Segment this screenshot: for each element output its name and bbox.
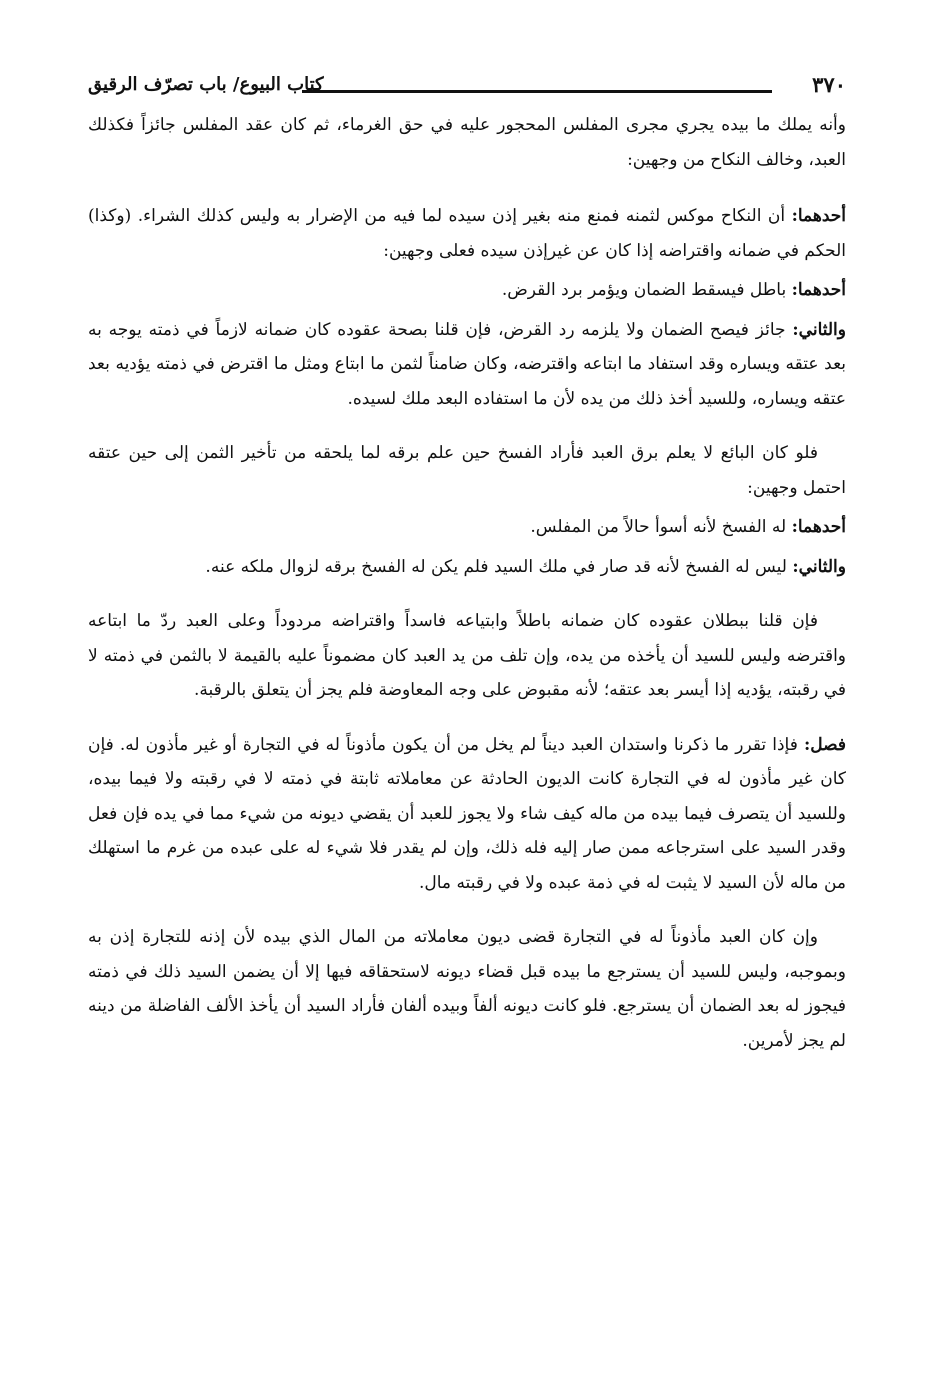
paragraph-3 (88, 273, 846, 308)
paragraph-label: أحدهما: (791, 280, 846, 300)
paragraph-label: والثاني: (792, 319, 846, 340)
paragraph-6 (88, 510, 846, 545)
paragraph-1 (88, 108, 846, 177)
running-title: كتاب البيوع/ باب تصرّف الرقيق (88, 74, 324, 95)
paragraph-text: فإذا تقرر ما ذكرنا واستدان العبد ديناً لم يخل من أن يكون مأذوناً له في التجارة أو غير مأذون له. فإن كان غير مأذون له في التجارة كانت الديون الحادثة عن معاملاته ثابتة في ذمته لا في رقبته ولا فيما بيده، وللسيد أن يتصرف فيما بيده من ماله كيف شاء ولا يجوز للعبد أن يقضي ديونه من شيء مما في يده فإن فعل وقدر السيد على استرجاعه ممن صار إليه فله ذلك، وإن لم يقدر فلا شيء له على عبده من غرم ما استهلك من ماله لأن السيد لا يثبت له في ذمة عبده ولا في رقبته مال. (88, 734, 846, 893)
paragraph-text: ليس له الفسخ لأنه قد صار في ملك السيد فلم يكن له الفسخ برقه لزوال ملكه عنه. (205, 556, 793, 577)
paragraph-label: والثاني: (792, 556, 846, 577)
paragraph-text: أن النكاح موكس لثمنه فمنع منه بغير إذن سيده لما فيه من الإضرار به وليس كذلك الشراء. (وكذا) الحكم في ضمانه واقتراضه إذا كان عن غيرإذن سيده فعلى وجهين: (88, 206, 846, 261)
page-body (88, 108, 846, 1058)
paragraph-text: جائز فيصح الضمان ولا يلزمه رد القرض، فإن قلنا بصحة عقوده كان ضمانه لازماً في ذمته يوجه به بعد عتقه ويساره وقد استفاد ما ابتاعه واقترضه، وكان ضامناً لثمن ما ابتاع ومثل ما اقترض في ذمته يؤديه بعد عتقه ويساره، وللسيد أخذ ذلك من يده لأن ما استفاده البعد ملك لسيده. (88, 319, 846, 409)
paragraph-text: وإن كان العبد مأذوناً له في التجارة قضى ديون معاملاته من المال الذي بيده لأن إذنه للتجارة إذن به وبموجبه، وليس للسيد أن يسترجع ما بيده قبل قضاء ديونه لاستحقاقه فيها إلا أن يضمن السيد ذلك في ذمته فيجوز له بعد الضمان أن يسترجع. فلو كانت ديونه ألفاً وبيده ألفان فأراد السيد أن يأخذ الألف الفاضلة من دينه لم يجز لأمرين. (88, 927, 846, 1051)
paragraph-label: أحدهما: (791, 517, 846, 537)
book-page (88, 68, 846, 1358)
paragraph-5 (88, 436, 846, 505)
paragraph-text: فإن قلنا ببطلان عقوده كان ضمانه باطلاً وابتياعه فاسداً واقتراضه مردوداً وعلى العبد ردّ ما ابتاعه واقترضه وليس للسيد أن يأخذه من يده، وإن تلف من يد العبد كان مضموناً عليه بالقيمة لا بالثمن في ذمته لا في رقبته، يؤديه إذا أيسر بعد عتقه؛ لأنه مقبوض على وجه المعاوضة فلم يجز أن يتعلق بالرقبة. (88, 611, 846, 700)
page-number: ٣٧٠ (812, 72, 846, 97)
paragraph-7 (88, 550, 846, 585)
paragraph-text: باطل فيسقط الضمان ويؤمر برد القرض. (501, 280, 792, 300)
paragraph-label: أحدهما: (791, 206, 846, 226)
paragraph-9 (88, 728, 846, 901)
paragraph-4 (88, 313, 846, 417)
paragraph-text: له الفسخ لأنه أسوأ حالاً من المفلس. (530, 517, 792, 537)
page-header (88, 68, 846, 108)
paragraph-10 (88, 920, 846, 1058)
paragraph-text: فلو كان البائع لا يعلم برق العبد فأراد الفسخ حين علم برقه لما يلحقه من تأخير الثمن إلى حين عتقه احتمل وجهين: (88, 443, 846, 498)
header-rule (302, 90, 772, 93)
paragraph-text: وأنه يملك ما بيده يجري مجرى المفلس المحجور عليه في حق الغرماء، ثم كان عقد المفلس جائزاً فكذلك العبد، وخالف النكاح من وجهين: (88, 115, 846, 170)
paragraph-label: فصل: (803, 734, 846, 755)
paragraph-2 (88, 199, 846, 268)
paragraph-8 (88, 604, 846, 708)
